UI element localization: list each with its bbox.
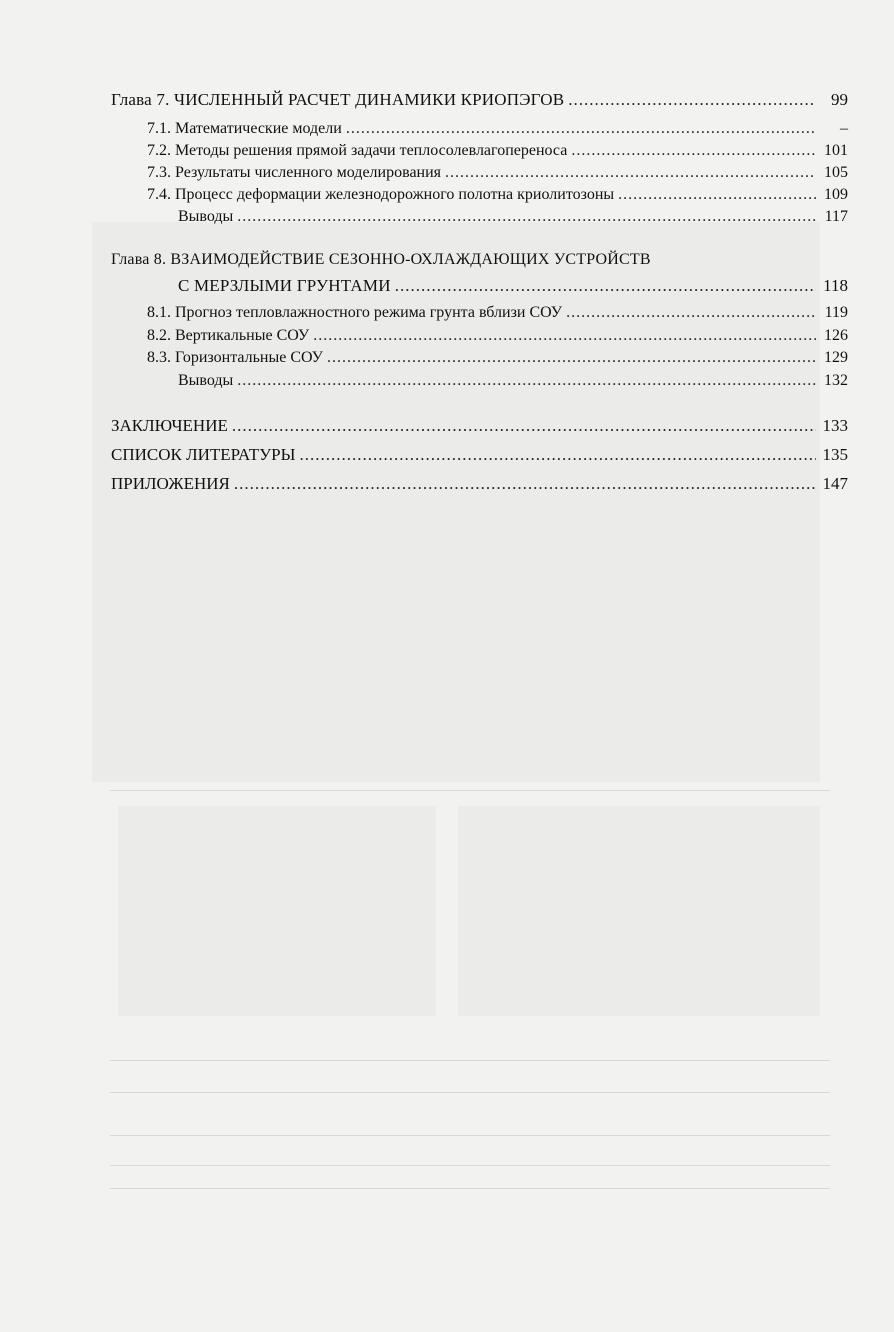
show-through-photo bbox=[118, 806, 436, 1016]
show-through-line bbox=[110, 1165, 830, 1166]
toc-page-number: 126 bbox=[824, 327, 848, 344]
toc-entry bbox=[178, 207, 848, 227]
show-through-line bbox=[110, 1092, 830, 1093]
toc-entry-label: 8.2. Вертикальные СОУ bbox=[147, 327, 310, 344]
toc-entry bbox=[147, 303, 848, 323]
show-through-photo bbox=[458, 806, 820, 1016]
toc-chapter-title-cont: С МЕРЗЛЫМИ ГРУНТАМИ bbox=[178, 276, 391, 295]
toc-entry bbox=[178, 371, 848, 391]
toc-references bbox=[111, 445, 848, 465]
toc-page-number: 119 bbox=[824, 304, 848, 321]
show-through-line bbox=[110, 1188, 830, 1189]
toc-entry bbox=[147, 348, 848, 368]
leader-dots bbox=[566, 303, 816, 323]
leader-dots bbox=[237, 207, 816, 227]
toc-page-number: 135 bbox=[822, 445, 848, 464]
toc-entry-label: СПИСОК ЛИТЕРАТУРЫ bbox=[111, 445, 296, 464]
leader-dots bbox=[299, 445, 816, 465]
leader-dots bbox=[327, 348, 816, 368]
toc-page-number: 129 bbox=[824, 349, 848, 366]
leader-dots bbox=[346, 119, 816, 139]
toc-entry-label: Выводы bbox=[178, 208, 234, 225]
toc-page-number: 118 bbox=[823, 276, 848, 295]
toc-entry-label: 7.1. Математические модели bbox=[147, 120, 342, 137]
leader-dots bbox=[445, 163, 816, 183]
leader-dots bbox=[568, 90, 816, 110]
toc-entry bbox=[147, 141, 848, 161]
leader-dots bbox=[232, 416, 816, 436]
leader-dots bbox=[395, 276, 816, 296]
toc-page-number: – bbox=[840, 120, 848, 137]
toc-page-number: 132 bbox=[824, 372, 848, 389]
toc-entry bbox=[147, 185, 848, 205]
toc-page-number: 117 bbox=[824, 208, 848, 225]
toc-entry-label: Выводы bbox=[178, 372, 234, 389]
leader-dots bbox=[237, 371, 816, 391]
show-through-line bbox=[110, 790, 830, 791]
toc-chapter-7 bbox=[111, 90, 848, 110]
show-through-line bbox=[110, 1135, 830, 1136]
toc-entry bbox=[147, 119, 848, 139]
toc-page-number: 109 bbox=[824, 186, 848, 203]
toc-entry-label: 7.2. Методы решения прямой задачи теплосолевлагопереноса bbox=[147, 142, 568, 159]
toc-entry-label: 7.4. Процесс деформации железнодорожного полотна криолитозоны bbox=[147, 186, 615, 203]
toc-page-number: 105 bbox=[824, 164, 848, 181]
toc-entry-label: ЗАКЛЮЧЕНИЕ bbox=[111, 416, 228, 435]
leader-dots bbox=[234, 474, 816, 494]
toc-entry-label: 8.3. Горизонтальные СОУ bbox=[147, 349, 323, 366]
toc-page-number: 133 bbox=[822, 416, 848, 435]
toc-page-number: 101 bbox=[824, 142, 848, 159]
toc-entry-label: ПРИЛОЖЕНИЯ bbox=[111, 474, 230, 493]
toc-chapter-8 bbox=[178, 276, 848, 296]
toc-appendices bbox=[111, 474, 848, 494]
toc-page-number: 99 bbox=[831, 90, 848, 109]
toc-entry-label: 8.1. Прогноз тепловлажностного режима грунта вблизи СОУ bbox=[147, 304, 563, 321]
toc-chapter-title: Глава 8. ВЗАИМОДЕЙСТВИЕ СЕЗОННО-ОХЛАЖДАЮЩИХ УСТРОЙСТВ bbox=[111, 251, 651, 268]
leader-dots bbox=[618, 185, 816, 205]
toc-entry bbox=[147, 326, 848, 346]
toc-conclusion bbox=[111, 416, 848, 436]
leader-dots bbox=[571, 141, 816, 161]
toc-chapter-title: Глава 7. ЧИСЛЕННЫЙ РАСЧЕТ ДИНАМИКИ КРИОПЭГОВ bbox=[111, 90, 565, 109]
toc-entry bbox=[147, 163, 848, 183]
show-through-line bbox=[110, 1060, 830, 1061]
toc-entry-label: 7.3. Результаты численного моделирования bbox=[147, 164, 442, 181]
leader-dots bbox=[313, 326, 816, 346]
toc-page-number: 147 bbox=[822, 474, 848, 493]
